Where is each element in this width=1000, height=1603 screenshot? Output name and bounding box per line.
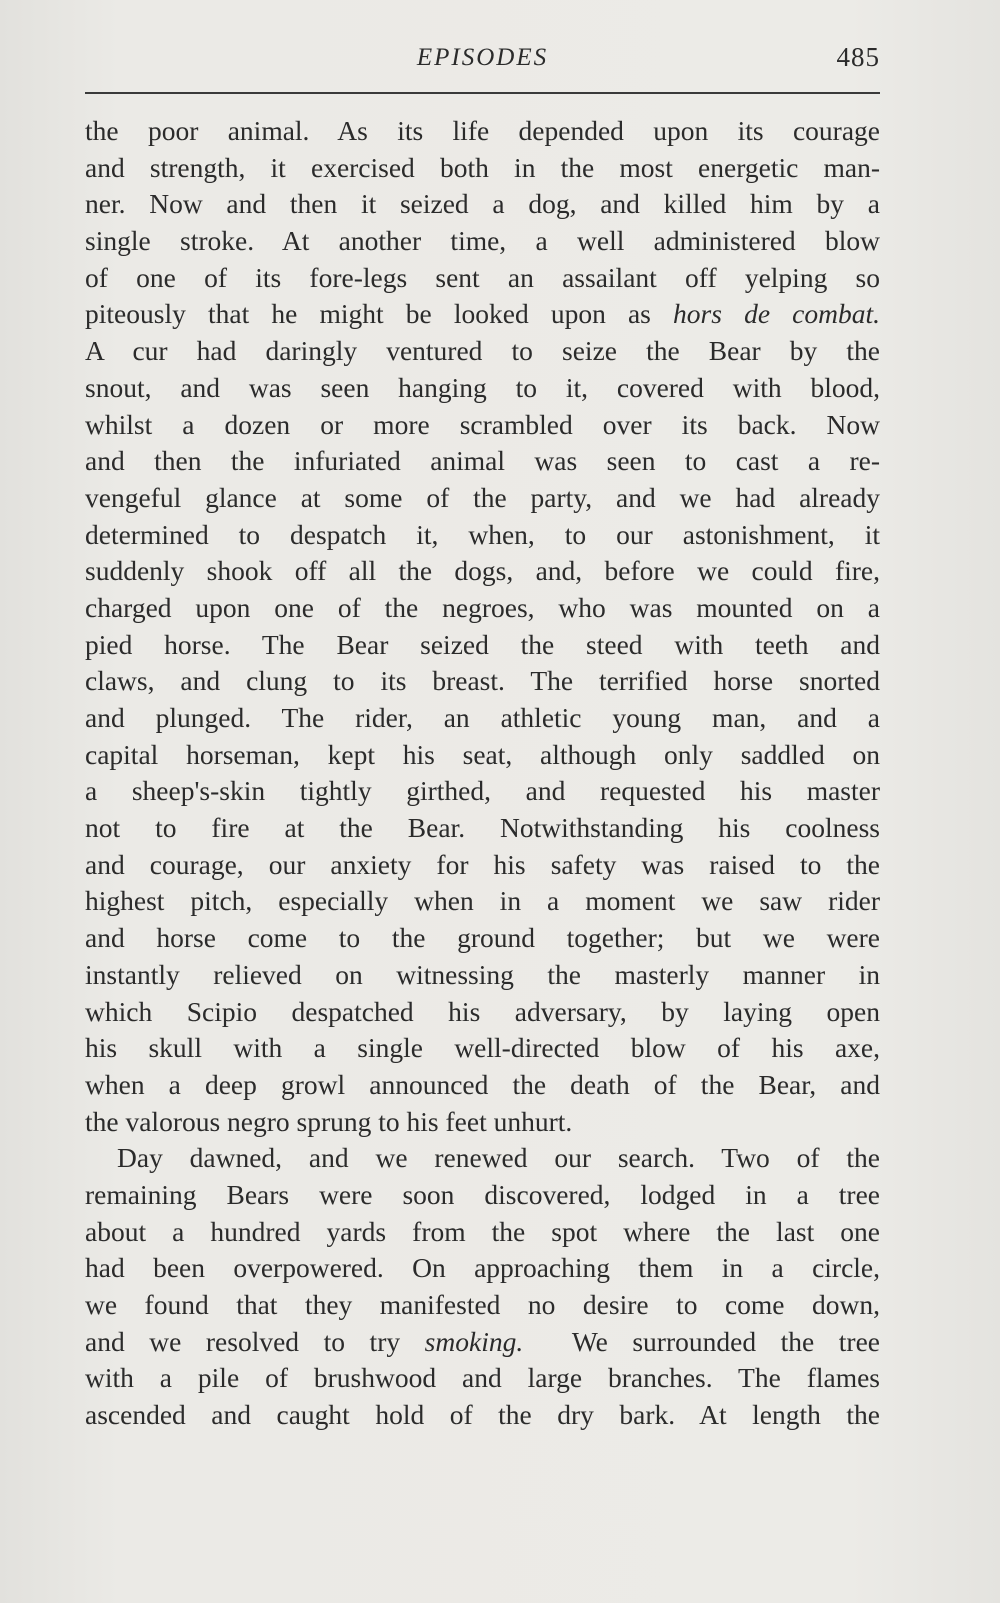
text-line: had been overpowered. On approaching them in a circle,	[85, 1252, 880, 1284]
text-span: We surrounded the tree	[571, 1325, 880, 1357]
text-line: capital horseman, kept his seat, although only saddled on	[85, 738, 880, 770]
text-line: and horse come to the ground together; but we were	[85, 922, 880, 954]
text-line: the poor animal. As its life depended upon its courage	[85, 115, 880, 146]
text-line: vengeful glance at some of the party, and we had already	[85, 481, 880, 513]
text-span: and we resolved to try	[85, 1325, 401, 1357]
text-line: determined to despatch it, when, to our astonishment, it	[85, 518, 880, 550]
text-line: single stroke. At another time, a well administered blow	[85, 225, 880, 257]
text-line: not to fire at the Bear. Notwithstanding his coolness	[85, 812, 880, 844]
text-line: charged upon one of the negroes, who was mounted on a	[85, 591, 880, 623]
text-line: and strength, it exercised both in the most energetic man-	[85, 151, 880, 183]
paragraph-1	[85, 113, 880, 1140]
text-line: we found that they manifested no desire to come down,	[85, 1289, 880, 1320]
text-line: about a hundred yards from the spot where the last one	[85, 1215, 880, 1247]
text-line: whilst a dozen or more scrambled over its back. Now	[85, 408, 880, 440]
text-line: and plunged. The rider, an athletic young man, and a	[85, 702, 880, 733]
text-line: with a pile of brushwood and large branches. The flames	[85, 1362, 880, 1394]
text-line: of one of its fore-legs sent an assailant off yelping so	[85, 261, 880, 293]
text-line: ascended and caught hold of the dry bark. At length the	[85, 1399, 880, 1431]
text-line: highest pitch, especially when in a moment we saw rider	[85, 885, 880, 917]
text-line: claws, and clung to its breast. The terrified horse snorted	[85, 665, 880, 697]
text-line: a sheep's-skin tightly girthed, and requested his master	[85, 775, 880, 807]
text-line: which Scipio despatched his adversary, by laying open	[85, 995, 880, 1027]
italic-word: smoking.	[424, 1325, 524, 1357]
text-line	[85, 296, 880, 333]
text-line: the valorous negro sprung to his feet unhurt.	[85, 1105, 573, 1137]
page-number: 485	[836, 42, 880, 72]
page-header	[85, 38, 880, 88]
text-line: instantly relieved on witnessing the masterly manner in	[85, 958, 880, 990]
text-line: when a deep growl announced the death of the Bear, and	[85, 1068, 880, 1100]
text-line: and courage, our anxiety for his safety was raised to the	[85, 848, 880, 880]
paragraph-2	[85, 1140, 880, 1434]
text-line: ner. Now and then it seized a dog, and killed him by a	[85, 188, 880, 220]
text-line: suddenly shook off all the dogs, and, before we could fire,	[85, 555, 880, 587]
text-line	[85, 1324, 880, 1361]
italic-phrase: hors de combat.	[673, 298, 880, 330]
text-line: Day dawned, and we renewed our search. Two of the	[117, 1142, 880, 1174]
running-title: EPISODES	[416, 44, 549, 71]
text-line: remaining Bears were soon discovered, lodged in a tree	[85, 1178, 880, 1210]
text-line: pied horse. The Bear seized the steed with teeth and	[85, 628, 880, 660]
text-line: his skull with a single well-directed blow of his axe,	[85, 1032, 880, 1064]
text-body	[85, 113, 880, 1434]
text-span: piteously that he might be looked upon as	[85, 298, 651, 330]
text-line: and then the infuriated animal was seen to cast a re-	[85, 445, 880, 477]
text-line: A cur had daringly ventured to seize the Bear by the	[85, 335, 880, 367]
header-rule	[85, 92, 880, 94]
text-line: snout, and was seen hanging to it, covered with blood,	[85, 371, 880, 403]
